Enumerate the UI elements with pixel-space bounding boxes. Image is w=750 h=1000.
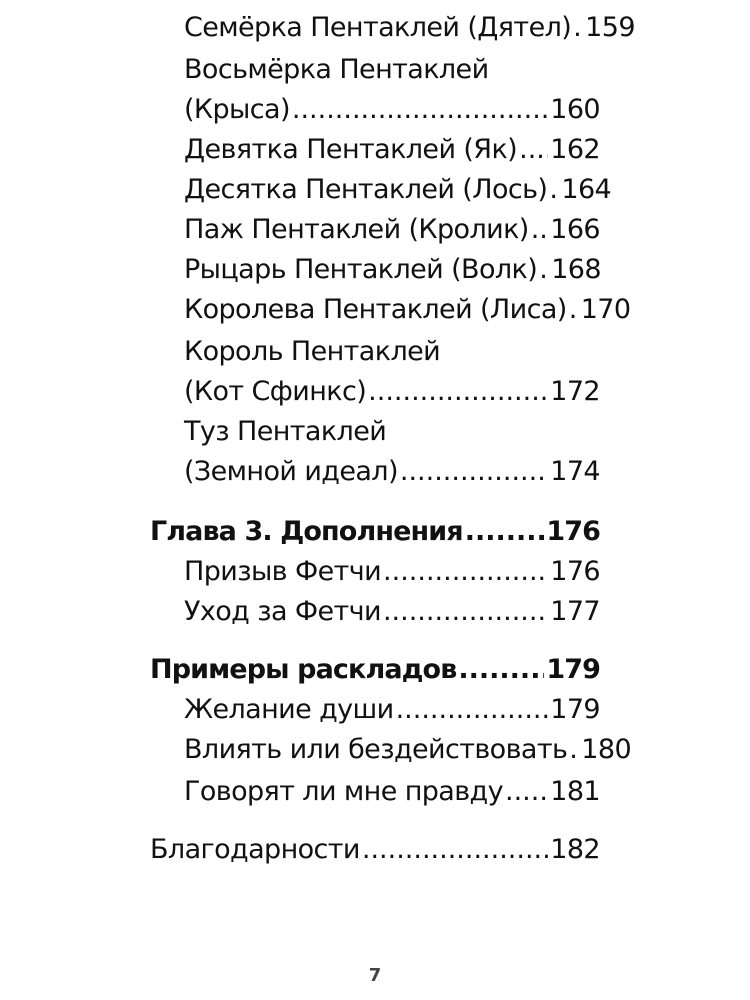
toc-entry-page: 182 [550,834,600,865]
toc-entry-page: 174 [550,456,600,487]
dot-leader [519,130,548,170]
toc-entry[interactable] [184,372,600,412]
toc-entry-title: Говорят ли мне правду [184,776,504,807]
toc-entry-page: 180 [581,734,632,765]
toc-entry-page: 176 [550,556,600,587]
toc-entry[interactable] [184,730,632,770]
dot-leader [569,290,579,330]
toc-entry-title: Влиять или бездействовать [184,734,568,765]
toc-entry-title: Примеры раскладов [150,654,457,685]
toc-entry[interactable] [184,8,635,48]
dot-leader [505,772,548,812]
toc-entry[interactable] [184,690,600,730]
dot-leader [531,210,549,250]
toc-entry-title: Уход за Фетчи [184,596,381,627]
toc-entry-page: 170 [580,294,631,325]
toc-entry-page: 168 [551,254,601,285]
toc-entry-title: Королева Пентаклей (Лиса) [184,294,567,325]
toc-entry-title: Паж Пентаклей (Кролик) [184,214,529,245]
dot-leader [573,8,583,48]
toc-entry[interactable] [184,452,600,492]
toc-entry-page: 172 [550,376,600,407]
toc-chapter-entry[interactable] [150,650,600,690]
dot-leader [383,552,548,592]
toc-entry[interactable] [184,210,600,250]
dot-leader [396,690,549,730]
toc-entry[interactable] [184,90,600,130]
toc-entry[interactable] [184,170,612,210]
toc-entry-title: Рыцарь Пентаклей (Волк) [184,254,538,285]
dot-leader [539,250,549,290]
dot-leader [549,170,559,210]
toc-entry-title-line1[interactable]: Восьмёрка Пентаклей [184,54,489,85]
toc-entry-title: Девятка Пентаклей (Як) [184,134,518,165]
toc-entry-page: 176 [546,516,600,547]
toc-entry[interactable] [184,250,600,290]
dot-leader [569,730,579,770]
page-number: 7 [368,965,382,986]
toc-entry-page: 162 [550,134,600,165]
toc-chapter-entry[interactable] [150,512,600,552]
toc-entry-page: 159 [585,12,635,43]
dot-leader [292,90,548,130]
toc-entry[interactable] [184,290,631,330]
toc-entry-title: Желание души [184,694,394,725]
toc-entry[interactable] [184,552,600,592]
toc-entry-page: 181 [550,776,600,807]
toc-entry-title-line1[interactable]: Туз Пентаклей [184,416,387,447]
toc-top-entry[interactable] [150,830,600,870]
toc-entry-page: 179 [550,694,600,725]
dot-leader [368,372,548,412]
toc-entry-title: (Кот Сфинкс) [184,376,367,407]
dot-leader [465,512,545,552]
toc-entry-title: Семёрка Пентаклей (Дятел) [184,12,572,43]
toc-entry-title: Глава 3. Дополнения [150,516,463,547]
toc-entry-page: 164 [561,174,612,205]
toc-entry[interactable] [184,592,600,632]
toc-entry-page: 166 [550,214,600,245]
dot-leader [383,592,548,632]
toc-entry-page: 179 [546,654,600,685]
toc-entry-title: (Земной идеал) [184,456,398,487]
toc-entry-title: Благодарности [150,834,360,865]
toc-entry-title-line1[interactable]: Король Пентаклей [184,336,441,367]
toc-entry-page: 177 [550,596,600,627]
toc-entry[interactable] [184,130,600,170]
dot-leader [362,830,548,870]
dot-leader [400,452,548,492]
dot-leader [458,650,544,690]
toc-entry-title: Десятка Пентаклей (Лось) [184,174,548,205]
toc-entry-page: 160 [550,94,600,125]
toc-entry[interactable] [184,772,600,812]
toc-entry-title: Призыв Фетчи [184,556,382,587]
toc-entry-title: (Крыса) [184,94,290,125]
